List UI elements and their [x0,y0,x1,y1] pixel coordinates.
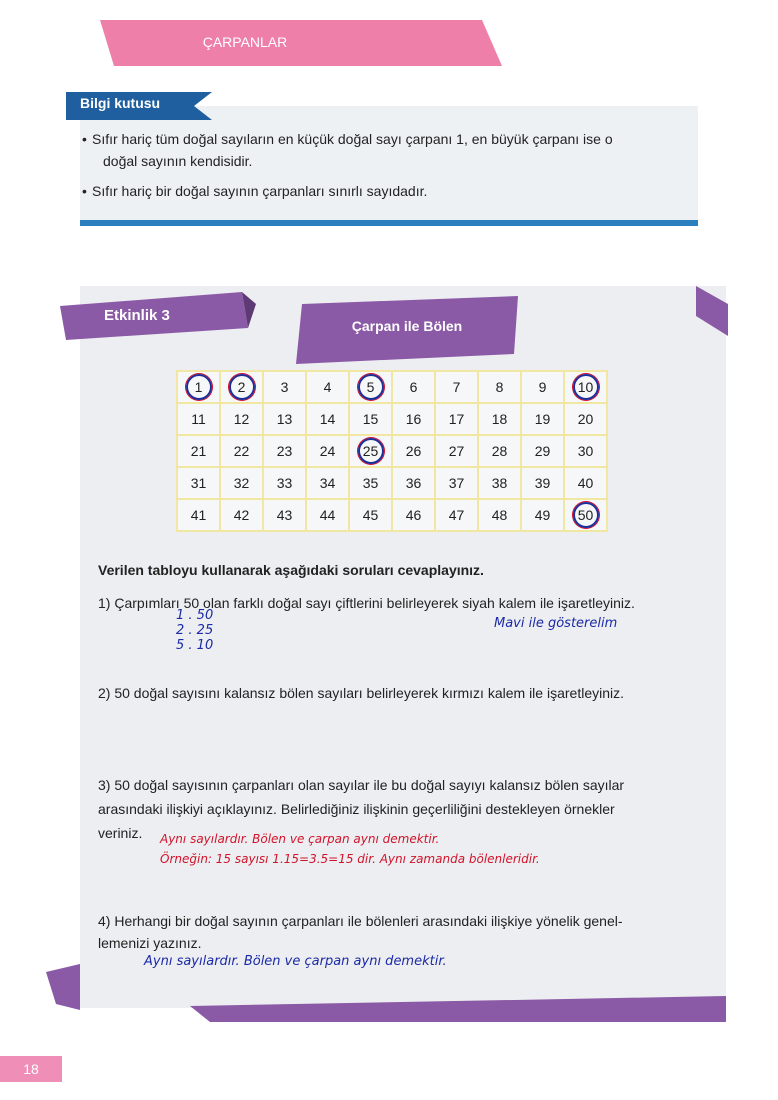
panel-corner-fold-left [46,964,82,1012]
grid-cell [177,403,220,435]
grid-cell [306,371,349,403]
grid-cell [306,467,349,499]
grid-cell [306,499,349,531]
q3-handwritten-2: Örneğin: 15 sayısı 1.15=3.5=15 dir. Aynı zamanda bölenleridir. [160,852,540,866]
question-4-line-2: lemenizi yazınız. [98,935,202,951]
grid-cell-number: 33 [276,475,293,491]
grid-cell-number: 4 [323,379,332,395]
grid-cell-number: 41 [190,507,207,523]
grid-cell-number: 8 [495,379,504,395]
grid-cell [564,403,607,435]
grid-cell-number: 5 [358,374,384,400]
grid-cell [177,467,220,499]
question-3-line-3: veriniz. [98,825,143,841]
grid-cell [521,403,564,435]
grid-cell [263,435,306,467]
grid-cell-number: 23 [276,443,293,459]
grid-cell [521,499,564,531]
grid-row [177,371,607,403]
grid-cell-number: 29 [534,443,551,459]
activity-title: Çarpan ile Bölen [351,318,463,334]
grid-cell-number: 16 [405,411,422,427]
grid-cell-number: 46 [405,507,422,523]
grid-cell-number: 48 [491,507,508,523]
grid-cell [392,403,435,435]
grid-cell [392,467,435,499]
grid-cell-number: 36 [405,475,422,491]
grid-cell-number: 38 [491,475,508,491]
grid-cell [521,435,564,467]
grid-cell-number: 32 [233,475,250,491]
grid-cell-number: 49 [534,507,551,523]
grid-cell-number: 11 [191,411,206,427]
grid-cell [177,435,220,467]
grid-cell-number: 10 [573,374,599,400]
grid-cell [478,403,521,435]
grid-cell-number: 26 [405,443,422,459]
grid-cell-number: 15 [362,411,379,427]
grid-cell-number: 40 [577,475,594,491]
grid-cell-number: 39 [534,475,551,491]
grid-cell [263,499,306,531]
grid-cell [349,499,392,531]
grid-cell-number: 42 [233,507,250,523]
grid-cell [478,435,521,467]
grid-cell [478,499,521,531]
info-bullet-2: • Sıfır hariç bir doğal sayının çarpanları sınırlı sayıdadır. [92,180,692,202]
grid-cell [392,435,435,467]
grid-cell [564,435,607,467]
grid-cell-number: 24 [319,443,336,459]
grid-cell-number: 27 [448,443,465,459]
hand-pair-2: 2 . 25 [176,623,214,638]
grid-cell-number: 43 [276,507,293,523]
grid-cell [392,499,435,531]
q4-handwritten: Aynı sayılardır. Bölen ve çarpan aynı demektir. [144,954,447,969]
grid-cell [220,403,263,435]
grid-cell [349,403,392,435]
grid-cell-number: 6 [409,379,418,395]
grid-cell [349,467,392,499]
grid-cell-number: 30 [577,443,594,459]
grid-cell-number: 17 [448,411,465,427]
grid-cell-number: 34 [319,475,336,491]
info-bullet-1-cont: doğal sayının kendisidir. [103,153,253,169]
chapter-title: ÇARPANLAR [202,34,288,50]
question-1: 1) Çarpımları 50 olan farklı doğal sayı çiftlerini belirleyerek siyah kalem ile işaretleyiniz. [98,595,635,611]
grid-row [177,403,607,435]
grid-cell-number: 12 [233,411,250,427]
grid-cell [564,371,607,403]
grid-cell [263,371,306,403]
grid-cell [349,435,392,467]
grid-cell [521,467,564,499]
grid-row [177,499,607,531]
activity-label: Etkinlik 3 [104,307,170,324]
grid-cell [435,499,478,531]
grid-cell [521,371,564,403]
grid-cell [220,435,263,467]
grid-cell-number: 45 [362,507,379,523]
grid-cell [392,371,435,403]
grid-cell [220,467,263,499]
grid-cell [478,467,521,499]
grid-cell-number: 20 [577,411,594,427]
panel-corner-fold-top [696,286,728,336]
number-grid [176,370,608,532]
grid-cell-number: 1 [186,374,212,400]
hand-pair-1: 1 . 50 [176,608,214,623]
grid-cell [564,467,607,499]
grid-cell [220,499,263,531]
grid-cell-number: 3 [280,379,289,395]
grid-cell [435,371,478,403]
grid-cell-number: 31 [190,475,207,491]
question-3-line-1: 3) 50 doğal sayısının çarpanları olan sayılar ile bu doğal sayıyı kalansız bölen sayılar [98,777,625,793]
grid-cell-number: 21 [190,443,207,459]
grid-cell-number: 35 [362,475,379,491]
grid-cell-number: 18 [491,411,508,427]
q1-handwritten-pairs [176,608,213,653]
grid-cell [435,467,478,499]
grid-row [177,467,607,499]
grid-cell [263,467,306,499]
grid-cell [435,435,478,467]
grid-cell-number: 2 [229,374,255,400]
grid-cell-number: 19 [534,411,551,427]
grid-cell [177,499,220,531]
question-4-line-1: 4) Herhangi bir doğal sayının çarpanları ile bölenleri arasındaki ilişkiye yönelik genel- [98,913,623,929]
instruction: Verilen tabloyu kullanarak aşağıdaki soruları cevaplayınız. [98,562,484,578]
grid-cell [263,403,306,435]
grid-cell-number: 44 [319,507,336,523]
grid-cell [306,403,349,435]
info-bullet-1: • Sıfır hariç tüm doğal sayıların en küçük doğal sayı çarpanı 1, en büyük çarpanı ise o [92,128,692,150]
grid-cell [306,435,349,467]
q3-handwritten-1: Aynı sayılardır. Bölen ve çarpan aynı demektir. [160,832,440,846]
panel-bottom-ribbon [190,996,726,1026]
grid-cell-number: 7 [452,379,461,395]
grid-cell [220,371,263,403]
hand-pair-3: 5 . 10 [176,638,214,653]
grid-cell-number: 13 [276,411,293,427]
question-3-line-2: arasındaki ilişkiyi açıklayınız. Belirlediğiniz ilişkinin geçerliliğini destekleyen örnekler [98,801,615,817]
grid-cell [349,371,392,403]
page-number: 18 [0,1056,62,1082]
grid-cell [564,499,607,531]
grid-cell [435,403,478,435]
grid-cell-number: 50 [573,502,599,528]
question-2: 2) 50 doğal sayısını kalansız bölen sayıları belirleyerek kırmızı kalem ile işaretleyiniz. [98,685,624,701]
grid-cell-number: 22 [233,443,250,459]
grid-cell-number: 37 [448,475,465,491]
grid-cell-number: 47 [448,507,465,523]
grid-cell-number: 9 [538,379,547,395]
grid-cell [478,371,521,403]
grid-cell [177,371,220,403]
grid-cell-number: 14 [319,411,336,427]
grid-cell-number: 28 [491,443,508,459]
grid-cell-number: 25 [358,438,384,464]
grid-row [177,435,607,467]
info-box-label: Bilgi kutusu [80,95,161,111]
q1-handwritten-note: Mavi ile gösterelim [494,616,618,631]
